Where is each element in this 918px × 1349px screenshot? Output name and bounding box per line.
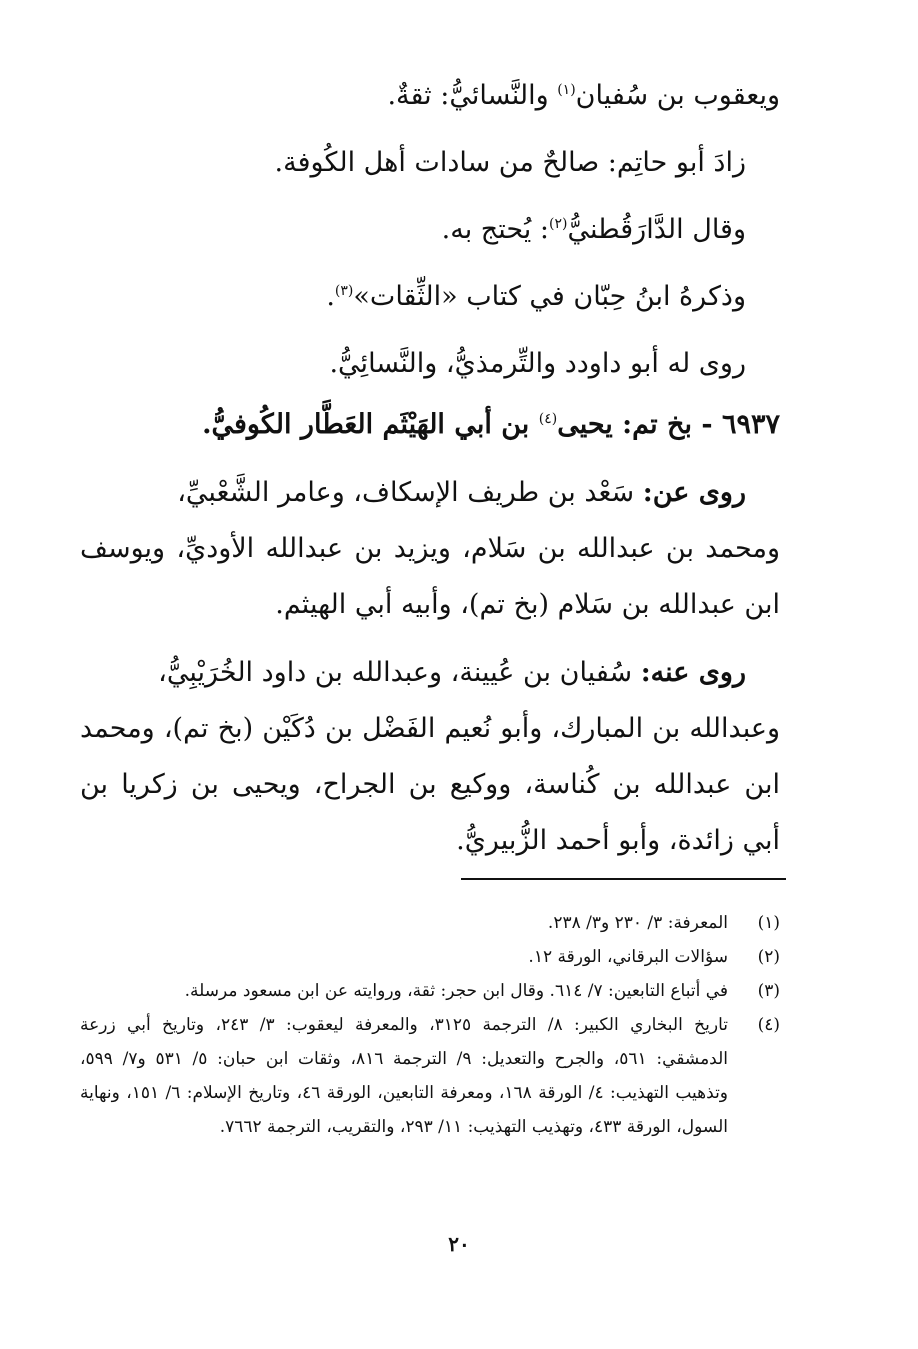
footnote-text: المعرفة: ٣/ ٢٣٠ و٣/ ٢٣٨. <box>547 913 728 933</box>
text-line <box>80 263 780 330</box>
text-segment: . <box>326 281 335 312</box>
text-line: ابن عبدالله بن كُناسة، ووكيع بن الجراح، ويحيى بن زكريا بن <box>80 769 780 800</box>
entry-name: بن أبي الهَيْثَم العَطَّار الكُوفيُّ. <box>202 409 539 440</box>
footnote-item <box>80 1008 780 1144</box>
main-text <box>80 62 780 869</box>
text-line: وعبدالله بن المبارك، وأبو نُعيم الفَضْل بن دُكَيْن (بخ تم)، ومحمد <box>80 713 780 744</box>
footnote-marker[interactable]: (١) <box>557 82 576 98</box>
footnote-item <box>80 906 780 940</box>
text-segment: وقال الدَّارَقُطنيُّ <box>567 214 746 245</box>
text-line <box>80 196 780 263</box>
text-line: روى له أبو داودد والتِّرمذيُّ، والنَّسائِيُّ. <box>329 348 746 379</box>
text-line <box>80 62 780 129</box>
footnote-marker[interactable]: (٤) <box>538 411 558 427</box>
footnote-text: تاريخ البخاري الكبير: ٨/ الترجمة ٣١٢٥، والمعرفة ليعقوب: ٣/ ٢٤٣، وتاريخ أبي زرعة الدمشقي: ٥٦١، والجرح والتعديل: ٩/ الترجمة ٨١٦، وثقات ابن حبان: ٥/ ٥٣١ و٧/ ٥٩٩، وتذهيب التهذيب: ٤/ الورقة ١٦٨، ومعرفة التابعين، الورقة ٤٦، وتاريخ الإسلام: ٦/ ١٥١، ونهاية السول، الورقة ٤٣٣، وتهذيب التهذيب: ١١/ ٢٩٣، والتقريب، الترجمة ٧٦٦٢. <box>80 1015 729 1137</box>
footnote-text: سؤالات البرقاني، الورقة ١٢. <box>528 947 728 967</box>
footnote-number: (٤) <box>757 1015 780 1035</box>
text-segment: والنَّسائيُّ: ثقةٌ. <box>387 80 558 111</box>
footnote-item <box>80 974 780 1008</box>
text-line: أبي زائدة، وأبو أحمد الزُّبيريُّ. <box>456 825 780 856</box>
footnote-text: في أتباع التابعين: ٧/ ٦١٤. وقال ابن حجر: ثقة، وروايته عن ابن مسعود مرسلة. <box>184 981 728 1001</box>
footnote-item <box>80 940 780 974</box>
section-label: روى عن: <box>642 477 746 508</box>
section-label: روى عنه: <box>640 657 746 688</box>
text-line <box>80 645 780 701</box>
footnote-divider <box>461 878 786 880</box>
entry-number: ٦٩٣٧ <box>721 409 780 440</box>
footnote-number: (٢) <box>757 947 780 967</box>
footnote-number: (٣) <box>757 981 780 1001</box>
text-segment: وذكرهُ ابنُ حِبّان في كتاب «الثِّقات» <box>353 281 746 312</box>
text-line: ابن عبدالله بن سَلام (بخ تم)، وأبيه أبي الهيثم. <box>275 589 780 620</box>
footnote-marker[interactable]: (٢) <box>549 216 568 232</box>
text-segment: سُفيان بن عُيينة، وعبدالله بن داود الخُرَيْبِيُّ، <box>158 657 641 688</box>
entry-heading <box>80 397 780 453</box>
page-number: ٢٠ <box>448 1232 470 1256</box>
entry-code: - بخ تم: يحيى <box>557 409 722 440</box>
text-line: ومحمد بن عبدالله بن سَلام، ويزيد بن عبدالله الأوديِّ، ويوسف <box>80 533 780 564</box>
text-segment: سَعْد بن طريف الإسكاف، وعامر الشَّعْبيِّ، <box>177 477 643 508</box>
text-segment: : يُحتج به. <box>441 214 549 245</box>
footnote-number: (١) <box>757 913 780 933</box>
text-line: زادَ أبو حاتِم: صالحٌ من سادات أهل الكُوفة. <box>274 147 746 178</box>
text-segment: ويعقوب بن سُفيان <box>575 80 780 111</box>
footnote-marker[interactable]: (٣) <box>334 283 354 299</box>
text-line <box>80 465 780 521</box>
footnotes <box>80 906 780 1144</box>
